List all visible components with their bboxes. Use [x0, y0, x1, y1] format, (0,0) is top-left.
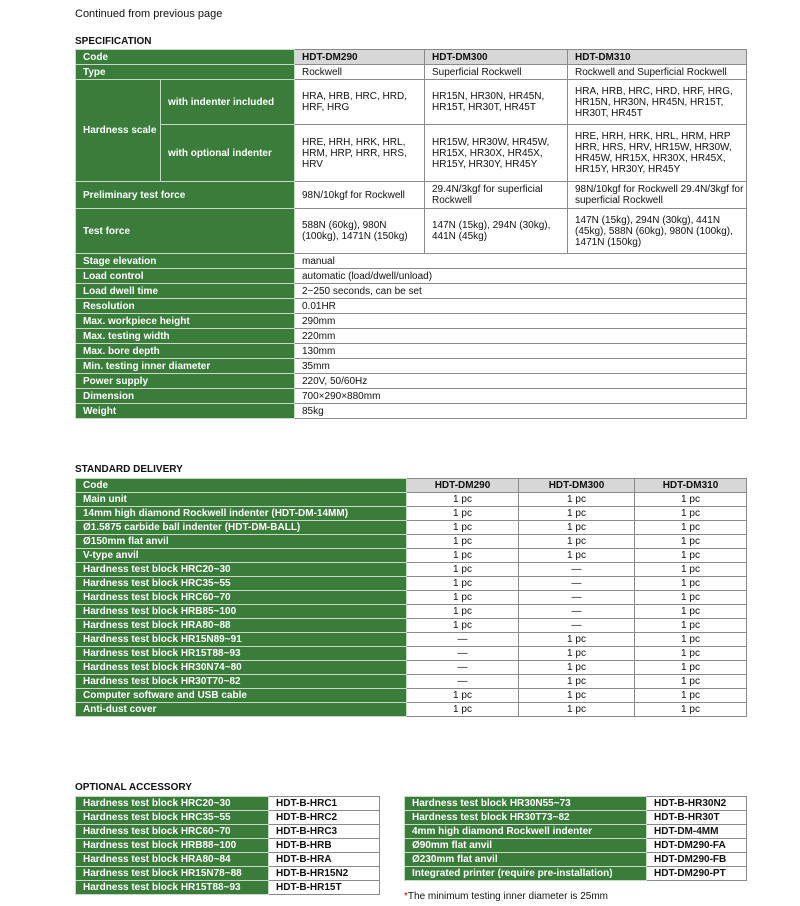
delivery-qty: 1 pc	[407, 577, 519, 591]
spec-row-label: Stage elevation	[76, 254, 295, 269]
optional-title: OPTIONAL ACCESSORY	[75, 782, 192, 793]
spec-row-value: 2~250 seconds, can be set	[295, 284, 747, 299]
accessory-item: Hardness test block HR15N78~88	[76, 867, 269, 881]
accessory-item: Hardness test block HRC60~70	[76, 825, 269, 839]
spec-type-value: Rockwell and Superficial Rockwell	[568, 65, 747, 80]
accessory-code: HDT-DM290-FA	[647, 839, 747, 853]
delivery-qty: 1 pc	[519, 675, 635, 689]
delivery-item: Hardness test block HRC60~70	[76, 591, 407, 605]
spec-row-label: Max. bore depth	[76, 344, 295, 359]
hardness-optional-value: HRE, HRH, HRK, HRL, HRM, HRP HRR, HRS, HRV, HR15W, HR30W, HR45W, HR15X, HR30X, HR45X, HR15Y, HR30Y, HR45Y	[568, 125, 747, 182]
spec-row-label: Weight	[76, 404, 295, 419]
delivery-qty: 1 pc	[519, 549, 635, 563]
accessory-code: HDT-B-HR30T	[647, 811, 747, 825]
spec-row-value: 85kg	[295, 404, 747, 419]
delivery-qty: —	[519, 563, 635, 577]
delivery-item: Hardness test block HRB85~100	[76, 605, 407, 619]
delivery-item: Hardness test block HRC20~30	[76, 563, 407, 577]
delivery-qty: 1 pc	[519, 535, 635, 549]
delivery-qty: 1 pc	[635, 675, 747, 689]
with-indenter-label: with indenter included	[161, 80, 295, 125]
spec-type-value: Rockwell	[295, 65, 425, 80]
delivery-qty: 1 pc	[635, 521, 747, 535]
footnote-text: The minimum testing inner diameter is 25mm	[407, 891, 608, 902]
delivery-qty: 1 pc	[635, 605, 747, 619]
hardness-indenter-value: HRA, HRB, HRC, HRD, HRF, HRG, HR15N, HR30N, HR45N, HR15T, HR30T, HR45T	[568, 80, 747, 125]
delivery-model-1: HDT-DM290	[407, 479, 519, 493]
accessory-code: HDT-B-HRA	[269, 853, 380, 867]
accessory-item: Hardness test block HR30N55~73	[405, 797, 647, 811]
preliminary-force-value: 98N/10kgf for Rockwell 29.4N/3kgf for superficial Rockwell	[568, 182, 747, 209]
test-force-value: 588N (60kg), 980N (100kg), 1471N (150kg)	[295, 209, 425, 254]
preliminary-force-value: 29.4N/3kgf for superficial Rockwell	[425, 182, 568, 209]
spec-model-2: HDT-DM300	[425, 50, 568, 65]
spec-row-value: 0.01HR	[295, 299, 747, 314]
delivery-qty: 1 pc	[407, 521, 519, 535]
spec-row-value: automatic (load/dwell/unload)	[295, 269, 747, 284]
hardness-optional-value: HRE, HRH, HRK, HRL, HRM, HRP, HRR, HRS, HRV	[295, 125, 425, 182]
accessory-code: HDT-B-HR15N2	[269, 867, 380, 881]
delivery-item: V-type anvil	[76, 549, 407, 563]
accessory-item: Hardness test block HRA80~84	[76, 853, 269, 867]
delivery-item: Hardness test block HR30N74~80	[76, 661, 407, 675]
delivery-qty: 1 pc	[635, 633, 747, 647]
delivery-qty: 1 pc	[407, 689, 519, 703]
delivery-qty: 1 pc	[407, 703, 519, 717]
spec-model-3: HDT-DM310	[568, 50, 747, 65]
delivery-qty: 1 pc	[635, 703, 747, 717]
accessory-item: Hardness test block HR15T88~93	[76, 881, 269, 895]
spec-row-value: 220mm	[295, 329, 747, 344]
accessory-code: HDT-B-HRC2	[269, 811, 380, 825]
delivery-qty: —	[519, 619, 635, 633]
accessory-item: Ø230mm flat anvil	[405, 853, 647, 867]
delivery-qty: 1 pc	[519, 507, 635, 521]
optional-table-right	[404, 796, 747, 881]
spec-model-1: HDT-DM290	[295, 50, 425, 65]
delivery-qty: 1 pc	[407, 605, 519, 619]
spec-row-value: 700×290×880mm	[295, 389, 747, 404]
spec-row-label: Power supply	[76, 374, 295, 389]
delivery-item: Hardness test block HR15N89~91	[76, 633, 407, 647]
spec-row-value: 130mm	[295, 344, 747, 359]
spec-type-label: Type	[76, 65, 295, 80]
spec-type-value: Superficial Rockwell	[425, 65, 568, 80]
delivery-qty: 1 pc	[407, 549, 519, 563]
spec-row-label: Max. testing width	[76, 329, 295, 344]
spec-row-label: Resolution	[76, 299, 295, 314]
accessory-code: HDT-DM-4MM	[647, 825, 747, 839]
delivery-qty: 1 pc	[635, 619, 747, 633]
spec-row-value: 290mm	[295, 314, 747, 329]
accessory-item: Hardness test block HRB88~100	[76, 839, 269, 853]
delivery-qty: 1 pc	[519, 703, 635, 717]
delivery-item: Hardness test block HRA80~88	[76, 619, 407, 633]
delivery-qty: 1 pc	[635, 661, 747, 675]
test-force-label: Test force	[76, 209, 295, 254]
spec-row-label: Dimension	[76, 389, 295, 404]
spec-row-label: Max. workpiece height	[76, 314, 295, 329]
delivery-item: Hardness test block HR15T88~93	[76, 647, 407, 661]
preliminary-force-value: 98N/10kgf for Rockwell	[295, 182, 425, 209]
accessory-item: Ø90mm flat anvil	[405, 839, 647, 853]
delivery-qty: 1 pc	[635, 549, 747, 563]
with-optional-indenter-label: with optional indenter	[161, 125, 295, 182]
delivery-item: Ø1.5875 carbide ball indenter (HDT-DM-BALL)	[76, 521, 407, 535]
spec-row-label: Min. testing inner diameter	[76, 359, 295, 374]
delivery-qty: 1 pc	[635, 493, 747, 507]
specification-table	[75, 49, 747, 419]
delivery-qty: 1 pc	[407, 535, 519, 549]
delivery-item: Hardness test block HRC35~55	[76, 577, 407, 591]
accessory-item: Integrated printer (require pre-installation)	[405, 867, 647, 881]
delivery-qty: 1 pc	[519, 493, 635, 507]
delivery-qty: 1 pc	[635, 535, 747, 549]
delivery-qty: 1 pc	[407, 493, 519, 507]
delivery-item: Ø150mm flat anvil	[76, 535, 407, 549]
accessory-code: HDT-B-HRB	[269, 839, 380, 853]
test-force-value: 147N (15kg), 294N (30kg), 441N (45kg), 588N (60kg), 980N (100kg), 1471N (150kg)	[568, 209, 747, 254]
delivery-qty: 1 pc	[635, 689, 747, 703]
delivery-qty: 1 pc	[407, 619, 519, 633]
accessory-item: 4mm high diamond Rockwell indenter	[405, 825, 647, 839]
delivery-model-3: HDT-DM310	[635, 479, 747, 493]
accessory-code: HDT-DM290-PT	[647, 867, 747, 881]
delivery-qty: 1 pc	[635, 563, 747, 577]
delivery-model-2: HDT-DM300	[519, 479, 635, 493]
hardness-optional-value: HR15W, HR30W, HR45W, HR15X, HR30X, HR45X, HR15Y, HR30Y, HR45Y	[425, 125, 568, 182]
continued-note: Continued from previous page	[75, 8, 223, 20]
accessory-code: HDT-B-HRC1	[269, 797, 380, 811]
accessory-code: HDT-DM290-FB	[647, 853, 747, 867]
delivery-item: Anti-dust cover	[76, 703, 407, 717]
optional-table-left	[75, 796, 380, 895]
delivery-qty: 1 pc	[407, 591, 519, 605]
accessory-item: Hardness test block HRC35~55	[76, 811, 269, 825]
delivery-qty: —	[407, 661, 519, 675]
delivery-qty: 1 pc	[635, 577, 747, 591]
delivery-qty: 1 pc	[407, 507, 519, 521]
delivery-item: Computer software and USB cable	[76, 689, 407, 703]
preliminary-force-label: Preliminary test force	[76, 182, 295, 209]
delivery-qty: —	[519, 605, 635, 619]
delivery-item: Main unit	[76, 493, 407, 507]
hardness-indenter-value: HRA, HRB, HRC, HRD, HRF, HRG	[295, 80, 425, 125]
hardness-indenter-value: HR15N, HR30N, HR45N, HR15T, HR30T, HR45T	[425, 80, 568, 125]
delivery-qty: —	[407, 675, 519, 689]
delivery-qty: 1 pc	[519, 689, 635, 703]
spec-code-label: Code	[76, 50, 295, 65]
spec-row-label: Load dwell time	[76, 284, 295, 299]
delivery-qty: —	[519, 591, 635, 605]
test-force-value: 147N (15kg), 294N (30kg), 441N (45kg)	[425, 209, 568, 254]
accessory-code: HDT-B-HR15T	[269, 881, 380, 895]
delivery-qty: —	[519, 577, 635, 591]
accessory-code: HDT-B-HRC3	[269, 825, 380, 839]
delivery-qty: 1 pc	[519, 647, 635, 661]
delivery-qty: 1 pc	[519, 633, 635, 647]
spec-row-value: 35mm	[295, 359, 747, 374]
delivery-qty: 1 pc	[519, 521, 635, 535]
delivery-code-label: Code	[76, 479, 407, 493]
accessory-code: HDT-B-HR30N2	[647, 797, 747, 811]
hardness-scale-label: Hardness scale	[76, 80, 161, 182]
spec-row-value: 220V, 50/60Hz	[295, 374, 747, 389]
delivery-qty: 1 pc	[407, 563, 519, 577]
spec-row-label: Load control	[76, 269, 295, 284]
specification-title: SPECIFICATION	[75, 36, 152, 47]
delivery-table	[75, 478, 747, 717]
delivery-item: Hardness test block HR30T70~82	[76, 675, 407, 689]
spec-row-value: manual	[295, 254, 747, 269]
delivery-qty: 1 pc	[635, 591, 747, 605]
delivery-qty: 1 pc	[519, 661, 635, 675]
delivery-qty: 1 pc	[635, 647, 747, 661]
accessory-item: Hardness test block HRC20~30	[76, 797, 269, 811]
delivery-title: STANDARD DELIVERY	[75, 464, 183, 475]
accessory-item: Hardness test block HR30T73~82	[405, 811, 647, 825]
delivery-qty: —	[407, 633, 519, 647]
footnote-asterisk: *	[404, 891, 408, 902]
delivery-item: 14mm high diamond Rockwell indenter (HDT-DM-14MM)	[76, 507, 407, 521]
delivery-qty: 1 pc	[635, 507, 747, 521]
footnote	[404, 891, 608, 902]
delivery-qty: —	[407, 647, 519, 661]
